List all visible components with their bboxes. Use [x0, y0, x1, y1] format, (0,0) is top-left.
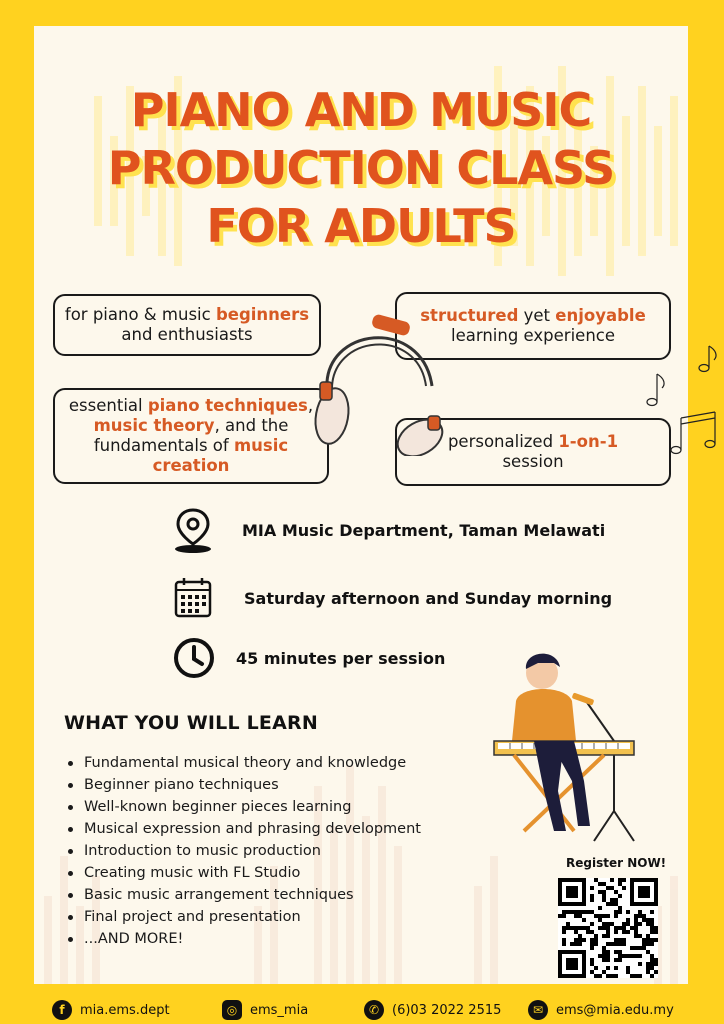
list-item: Musical expression and phrasing development — [66, 818, 421, 840]
facebook-handle: mia.ems.dept — [80, 1002, 170, 1018]
feature-text: fundamentals of — [93, 436, 234, 455]
schedule-text: Saturday afternoon and Sunday morning — [244, 588, 613, 608]
list-item: Creating music with FL Studio — [66, 862, 421, 884]
title-line-1: PIANO AND MUSIC — [130, 83, 592, 137]
register-label: Register NOW! — [566, 856, 667, 870]
phone-number: (6)03 2022 2515 — [392, 1002, 502, 1018]
page-title — [34, 81, 688, 255]
feature-highlight: creation — [152, 456, 230, 475]
feature-text: yet — [518, 306, 556, 325]
feature-highlight: enjoyable — [555, 306, 646, 325]
poster-panel — [34, 26, 688, 984]
instagram-handle: ems_mia — [250, 1002, 309, 1018]
feature-highlight: music — [233, 436, 289, 455]
feature-box-techniques — [53, 388, 329, 484]
footer-facebook[interactable] — [52, 1000, 170, 1020]
feature-text: and enthusiasts — [121, 325, 253, 344]
feature-highlight: beginners — [215, 305, 310, 324]
footer-phone[interactable] — [364, 1000, 501, 1020]
list-item: Fundamental musical theory and knowledge — [66, 752, 421, 774]
learn-heading: WHAT YOU WILL LEARN — [64, 712, 318, 734]
music-notes-icon — [640, 340, 724, 470]
phone-icon: ✆ — [364, 1000, 384, 1020]
feature-text: essential — [68, 396, 148, 415]
duration-text: 45 minutes per session — [236, 648, 446, 668]
schedule-row — [172, 576, 612, 620]
pianist-illustration — [454, 641, 654, 851]
feature-text: for piano & music — [64, 305, 216, 324]
location-text: MIA Music Department, Taman Melawati — [242, 520, 606, 540]
list-item: Basic music arrangement techniques — [66, 884, 421, 906]
instagram-icon: ◎ — [222, 1000, 242, 1020]
feature-highlight: 1-on-1 — [558, 432, 619, 451]
email-icon: ✉ — [528, 1000, 548, 1020]
footer-email[interactable] — [528, 1000, 674, 1020]
feature-box-beginners — [53, 294, 321, 356]
location-row — [172, 506, 605, 554]
list-item: Introduction to music production — [66, 840, 421, 862]
title-line-2: PRODUCTION CLASS — [107, 141, 615, 195]
feature-text: learning experience — [450, 326, 615, 345]
title-line-3: FOR ADULTS — [206, 199, 516, 253]
headphones-illustration — [302, 306, 452, 456]
list-item: Final project and presentation — [66, 906, 421, 928]
list-item: Beginner piano techniques — [66, 774, 421, 796]
feature-text: personalized — [447, 432, 559, 451]
footer — [0, 998, 724, 1024]
feature-text: , and the — [214, 416, 289, 435]
learn-list — [66, 752, 421, 950]
facebook-icon: f — [52, 1000, 72, 1020]
footer-instagram[interactable] — [222, 1000, 308, 1020]
feature-highlight: structured — [420, 306, 519, 325]
duration-row — [172, 636, 445, 680]
feature-text: , — [307, 396, 314, 415]
list-item: ...AND MORE! — [66, 928, 421, 950]
calendar-icon — [172, 576, 214, 620]
location-pin-icon — [172, 506, 214, 554]
feature-highlight: music theory — [93, 416, 215, 435]
qr-code[interactable] — [558, 878, 658, 978]
feature-text: session — [502, 452, 564, 471]
email-address: ems@mia.edu.my — [556, 1002, 674, 1018]
feature-highlight: piano techniques — [147, 396, 308, 415]
list-item: Well-known beginner pieces learning — [66, 796, 421, 818]
clock-icon — [172, 636, 216, 680]
